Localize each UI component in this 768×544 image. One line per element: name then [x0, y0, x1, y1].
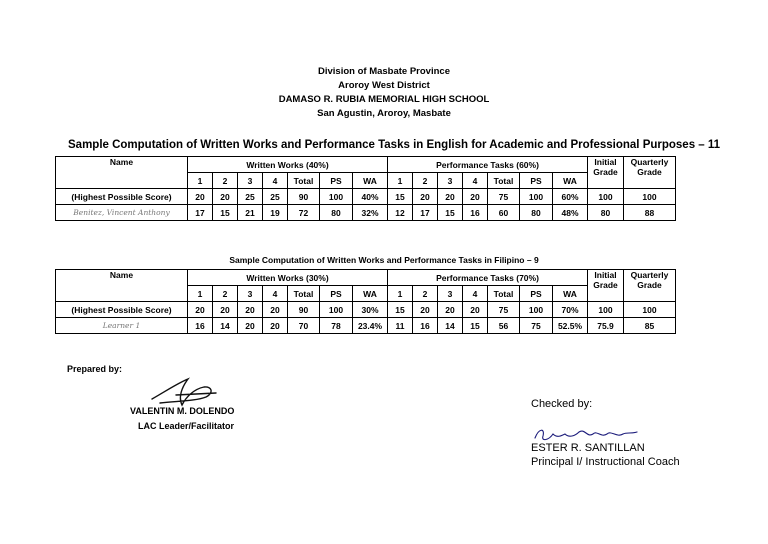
sub-header: PS: [320, 173, 353, 189]
cell: 17: [413, 205, 438, 221]
sub-header: Total: [488, 286, 520, 302]
pt-header: Performance Tasks (60%): [388, 157, 588, 173]
cell: 20: [463, 302, 488, 318]
sub-header: 3: [238, 173, 263, 189]
cell: 14: [213, 318, 238, 334]
cell: 20: [438, 189, 463, 205]
cell: 20: [238, 302, 263, 318]
cell: 100: [520, 189, 553, 205]
sub-header: 3: [438, 286, 463, 302]
cell: 32%: [353, 205, 388, 221]
checker-name: ESTER R. SANTILLAN: [531, 442, 645, 454]
ww-header: Written Works (30%): [188, 270, 388, 286]
cell: 72: [288, 205, 320, 221]
preparer-name: VALENTIN M. DOLENDO: [130, 406, 235, 416]
cell: 90: [288, 302, 320, 318]
cell: 75.9: [588, 318, 624, 334]
sub-header: 4: [463, 286, 488, 302]
school-name: DAMASO R. RUBIA MEMORIAL HIGH SCHOOL: [278, 94, 490, 105]
learner-name: Benitez, Vincent Anthony: [56, 205, 188, 221]
cell: 16: [188, 318, 213, 334]
cell: 100: [624, 302, 676, 318]
cell: 75: [488, 302, 520, 318]
sub-header: Total: [488, 173, 520, 189]
checked-by-label: Checked by:: [531, 398, 593, 410]
cell: 52.5%: [553, 318, 588, 334]
sub-header: 4: [263, 286, 288, 302]
sub-header: WA: [353, 286, 388, 302]
cell: 90: [288, 189, 320, 205]
name-header: Name: [56, 270, 188, 302]
initial-grade-header: Initial Grade: [588, 270, 624, 302]
cell: 20: [188, 302, 213, 318]
cell: 60: [488, 205, 520, 221]
cell: 30%: [353, 302, 388, 318]
cell: 70%: [553, 302, 588, 318]
cell: 100: [320, 302, 353, 318]
sub-header: WA: [553, 286, 588, 302]
cell: 17: [188, 205, 213, 221]
sub-header: 1: [188, 173, 213, 189]
sub-header: 2: [413, 286, 438, 302]
table1: [55, 156, 676, 221]
cell: 88: [624, 205, 676, 221]
cell: 48%: [553, 205, 588, 221]
cell: 60%: [553, 189, 588, 205]
sub-header: 4: [463, 173, 488, 189]
checker-role: Principal I/ Instructional Coach: [531, 456, 680, 468]
cell: 100: [624, 189, 676, 205]
cell: 70: [288, 318, 320, 334]
cell: 23.4%: [353, 318, 388, 334]
table-row: [56, 205, 676, 221]
cell: 20: [263, 318, 288, 334]
table-row: [56, 318, 676, 334]
cell: 40%: [353, 189, 388, 205]
learner-name: Learner 1: [56, 318, 188, 334]
row-name: (Highest Possible Score): [56, 189, 188, 205]
cell: 100: [320, 189, 353, 205]
cell: 80: [320, 205, 353, 221]
cell: 20: [413, 189, 438, 205]
table2-title: Sample Computation of Written Works and Performance Tasks in Filipino – 9: [229, 255, 539, 265]
cell: 100: [520, 302, 553, 318]
cell: 19: [263, 205, 288, 221]
sub-header: PS: [520, 173, 553, 189]
cell: 20: [188, 189, 213, 205]
cell: 15: [463, 318, 488, 334]
row-name: (Highest Possible Score): [56, 302, 188, 318]
cell: 100: [588, 302, 624, 318]
district-name: Aroroy West District: [338, 80, 430, 91]
cell: 20: [213, 189, 238, 205]
table-row: [56, 189, 676, 205]
sub-header: WA: [553, 173, 588, 189]
quarterly-grade-header: Quarterly Grade: [624, 270, 676, 302]
cell: 100: [588, 189, 624, 205]
cell: 16: [463, 205, 488, 221]
cell: 56: [488, 318, 520, 334]
preparer-role: LAC Leader/Facilitator: [138, 421, 235, 431]
cell: 25: [238, 189, 263, 205]
cell: 80: [520, 205, 553, 221]
table-row: [56, 302, 676, 318]
cell: 15: [213, 205, 238, 221]
table1-title: Sample Computation of Written Works and Performance Tasks in English for Academic and Professional Purposes – 11: [68, 139, 721, 151]
sub-header: PS: [520, 286, 553, 302]
sub-header: 2: [213, 286, 238, 302]
sub-header: 2: [413, 173, 438, 189]
quarterly-grade-header: Quarterly Grade: [624, 157, 676, 189]
sub-header: 1: [388, 173, 413, 189]
sub-header: WA: [353, 173, 388, 189]
sub-header: Total: [288, 173, 320, 189]
cell: 75: [488, 189, 520, 205]
sub-header: 2: [213, 173, 238, 189]
cell: 15: [388, 189, 413, 205]
cell: 85: [624, 318, 676, 334]
school-address: San Agustin, Aroroy, Masbate: [317, 108, 451, 119]
cell: 20: [238, 318, 263, 334]
cell: 20: [463, 189, 488, 205]
sub-header: Total: [288, 286, 320, 302]
cell: 11: [388, 318, 413, 334]
sub-header: 1: [188, 286, 213, 302]
cell: 20: [413, 302, 438, 318]
sub-header: 4: [263, 173, 288, 189]
cell: 21: [238, 205, 263, 221]
cell: 75: [520, 318, 553, 334]
cell: 78: [320, 318, 353, 334]
cell: 20: [438, 302, 463, 318]
table2: [55, 269, 676, 334]
cell: 20: [263, 302, 288, 318]
ww-header: Written Works (40%): [188, 157, 388, 173]
sub-header: 3: [438, 173, 463, 189]
cell: 14: [438, 318, 463, 334]
cell: 80: [588, 205, 624, 221]
prepared-by-label: Prepared by:: [67, 364, 123, 374]
name-header: Name: [56, 157, 188, 189]
division-name: Division of Masbate Province: [318, 66, 450, 77]
sub-header: 1: [388, 286, 413, 302]
cell: 20: [213, 302, 238, 318]
sub-header: 3: [238, 286, 263, 302]
initial-grade-header: Initial Grade: [588, 157, 624, 189]
cell: 12: [388, 205, 413, 221]
cell: 16: [413, 318, 438, 334]
sub-header: PS: [320, 286, 353, 302]
cell: 15: [388, 302, 413, 318]
pt-header: Performance Tasks (70%): [388, 270, 588, 286]
cell: 15: [438, 205, 463, 221]
cell: 25: [263, 189, 288, 205]
